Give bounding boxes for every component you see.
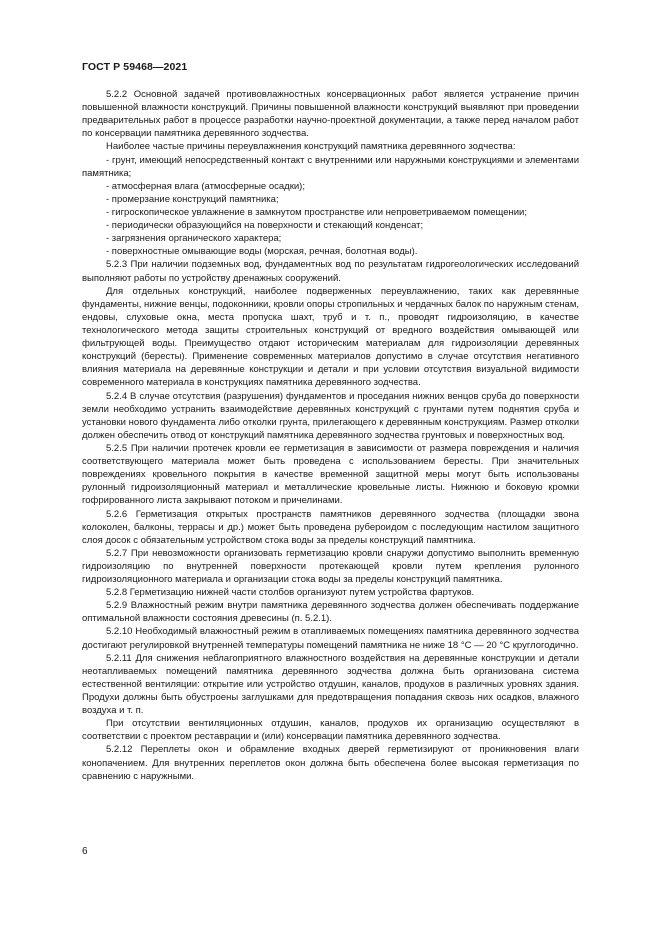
paragraph: - атмосферная влага (атмосферные осадки); (106, 180, 305, 192)
paragraph: Наиболее частые причины переувлажнения конструкций памятника деревянного зодчества: (106, 141, 516, 153)
document-body (82, 88, 579, 783)
paragraph: 5.2.10 Необходимый влажностный режим в отапливаемых помещениях памятника деревянного зодчества достигают регулировкой внутренней температуры помещений памятника не ниже 18 °С — 20 °С круглогодично. (82, 626, 579, 651)
paragraph: 5.2.6 Герметизация открытых пространств памятников деревянного зодчества (площадки звона колоколен, балконы, террасы и др.) может быть проведена рубероидом с последующим настилом защитного слоя досок с обязательным устройством стока воды за пределы конструкций памятника. (82, 508, 579, 546)
paragraph: - гигроскопическое увлажнение в замкнутом пространстве или непроветриваемом помещении; (106, 206, 527, 218)
paragraph: - периодически образующийся на поверхности и стекающий конденсат; (106, 220, 424, 232)
document-code-header: ГОСТ Р 59468—2021 (82, 61, 188, 73)
paragraph: - поверхностные омывающие воды (морская, речная, болотная воды). (106, 246, 418, 258)
paragraph: 5.2.5 При наличии протечек кровли ее герметизация в зависимости от размера повреждения и наличия соответствующего материала может быть проведена с использованием бересты. При значительных повреждениях кровельного покрытия в качестве временной защитной меры могут быть использованы рулонный гидроизоляционный материал и металлические кровельные листы. Нижнюю и боковую кромки гофрированного листа закрывают потоком и причелинами. (82, 442, 579, 507)
paragraph: 5.2.11 Для снижения неблагоприятного влажностного воздействия на деревянные конструкции и детали неотапливаемых помещений памятника деревянного зодчества должна быть организована система естественной вентиляции: открытие или устройство отдушин, каналов, продухов в различных уровнях здания. Продухи должны быть обустроены заглушками для предотвращения попадания сквозь них осадков, влажного воздуха и т. п. (82, 652, 579, 717)
paragraph: - промерзание конструкций памятника; (106, 193, 279, 205)
paragraph: 5.2.3 При наличии подземных вод, фундаментных вод по результатам гидрогеологических исследований выполняют работы по устройству дренажных сооружений. (82, 259, 579, 284)
paragraph: 5.2.4 В случае отсутствия (разрушения) фундаментов и проседания нижних венцов сруба до поверхности земли необходимо устранить взаимодействие деревянных конструкций с грунтами путем поднятия сруба и установки нового фундамента либо отколки грунта, прилегающего к деревянным конструкциям. Размер отколки должен обеспечить отвод от конструкций памятника деревянного зодчества грунтовых и поверхностных вод. (82, 390, 579, 441)
paragraph: 5.2.7 При невозможности организовать герметизацию кровли снаружи допустимо выполнить временную гидроизоляцию по внутренней поверхности протекающей кровли путем крепления рулонного гидроизоляционного материала и организации стока воды за пределы конструкций памятника. (82, 547, 579, 586)
page-number: 6 (82, 846, 88, 857)
paragraph: 5.2.9 Влажностный режим внутри памятника деревянного зодчества должен обеспечивать поддержание оптимальной влажности состояния древесины (п. 5.2.1). (82, 600, 579, 625)
paragraph: 5.2.12 Переплеты окон и обрамление входных дверей герметизируют от проникновения влаги конопачением. Для внутренних переплетов окон должна быть обеспечена более высокая герметизация по сравнению с наружными. (82, 744, 579, 782)
paragraph: 5.2.8 Герметизацию нижней части столбов организуют путем устройства фартуков. (106, 587, 475, 599)
paragraph: 5.2.2 Основной задачей противовлажностных консервационных работ является устранение причин повышенной влажности конструкций. Причины повышенной влажности конструкций выявляют при проведении предварительных работ в процессе разработки научно-проектной документации, а также перед началом работ по консервации памятника деревянного зодчества. (82, 89, 579, 140)
paragraph: - загрязнения органического характера; (106, 233, 282, 245)
paragraph: При отсутствии вентиляционных отдушин, каналов, продухов их организацию осуществляют в соответствии с проектом реставрации и (или) консервации памятника деревянного зодчества. (82, 718, 579, 743)
paragraph: - грунт, имеющий непосредственный контакт с внутренними или наружными конструкциями и элементами памятника; (82, 154, 579, 179)
paragraph: Для отдельных конструкций, наиболее подверженных переувлажнению, таких как деревянные фундаменты, нижние венцы, подоконники, кровли опоры стропильных и чердачных балок по наружным стенам, ендовы, слуховые окна, места пропуска шахт, труб и т. п., проводят гидроизоляцию, в качестве технологического метода защиты строительных конструкций от вредного воздействия омывающей или фильтрующей воды. Преимущество отдают историческим материалам для гидроизоляции деревянных конструкций (бересты). Применение современных материалов допустимо в случае отсутствия негативного влияния материала на деревянные конструкции и детали и при условии отсутствия визуальной видимости современного материала в конструкциях памятника деревянного зодчества. (82, 285, 579, 389)
